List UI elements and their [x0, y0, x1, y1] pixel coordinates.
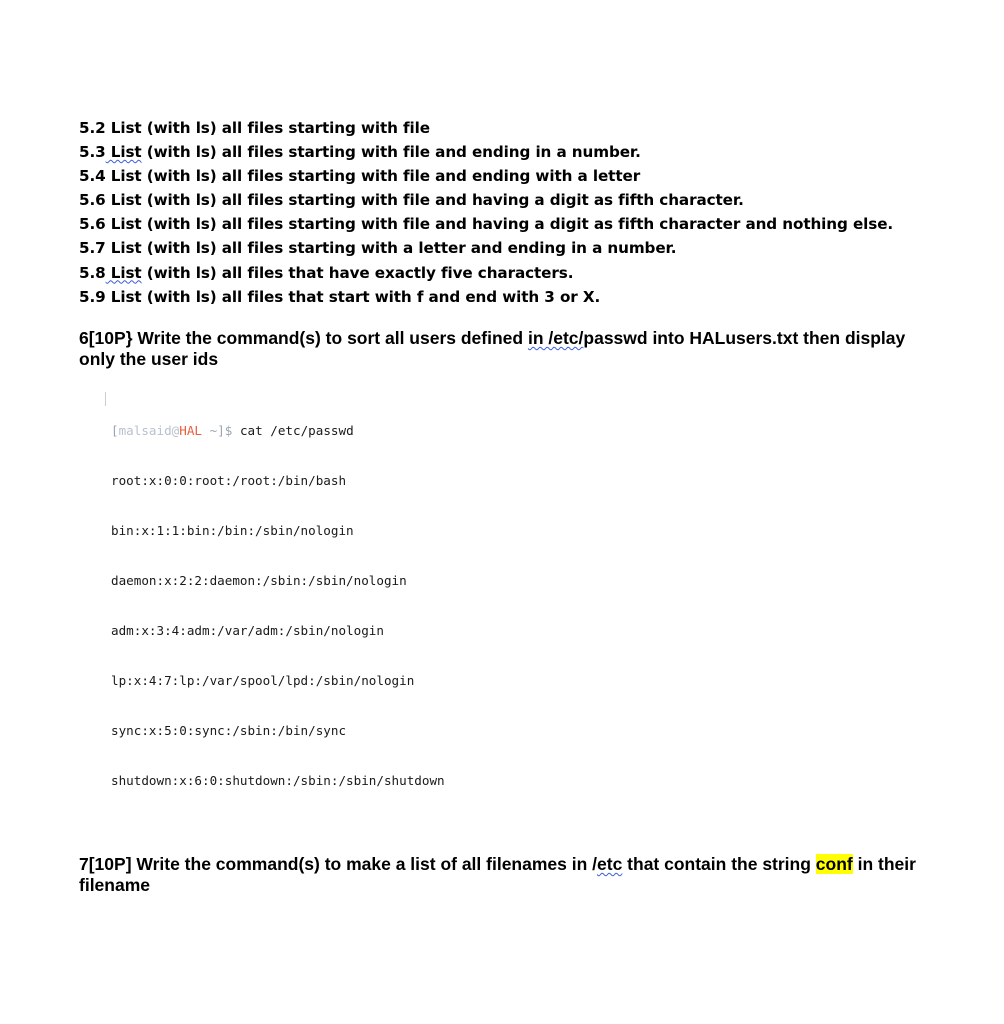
spellcheck-squiggle: List [105, 263, 142, 282]
prompt-user: malsaid [118, 423, 172, 439]
terminal-gutter-mark [105, 392, 110, 406]
highlighted-term: conf [815, 854, 853, 874]
list-item: 5.6 List (with ls) all files starting with file and having a digit as fifth character. [79, 191, 744, 210]
spellcheck-squiggle: List [105, 143, 142, 162]
spellcheck-squiggle: etc [597, 854, 623, 874]
list-item: 5.9 List (with ls) all files that start with f and end with 3 or X. [79, 287, 601, 306]
list-item: 5.7 List (with ls) all files starting with a letter and ending in a number. [79, 239, 677, 258]
terminal-prompt-line: [malsaid@HAL ~]$ cat /etc/passwd [111, 423, 354, 439]
terminal-output-line: bin:x:1:1:bin:/bin:/sbin/nologin [111, 523, 354, 539]
list-item: 5.3 List (with ls) all files starting with file and ending in a number. [79, 143, 641, 162]
section-5-list [79, 116, 893, 309]
terminal-output-line: shutdown:x:6:0:shutdown:/sbin:/sbin/shutdown [111, 773, 445, 788]
spellcheck-squiggle: in /etc/ [527, 328, 584, 348]
list-item: 5.6 List (with ls) all files starting with file and having a digit as fifth character and nothing else. [79, 215, 894, 234]
question-6-heading: 6[10P} Write the command(s) to sort all users defined in /etc/passwd into HALusers.txt then display only the user ids [79, 328, 906, 369]
terminal-output-line: adm:x:3:4:adm:/var/adm:/sbin/nologin [111, 623, 384, 639]
prompt-host: HAL [179, 423, 203, 439]
terminal-command: cat /etc/passwd [232, 423, 354, 439]
terminal-output-line: daemon:x:2:2:daemon:/sbin:/sbin/nologin [111, 573, 407, 589]
list-item: 5.4 List (with ls) all files starting with file and ending with a letter [79, 167, 641, 186]
terminal-output-line: sync:x:5:0:sync:/sbin:/bin/sync [111, 723, 347, 739]
list-item: 5.2 List (with ls) all files starting with file [79, 119, 430, 137]
question-7-heading: 7[10P] Write the command(s) to make a list of all filenames in /etc that contain the string conf in their filename [79, 854, 916, 895]
terminal-output-line: root:x:0:0:root:/root:/bin/bash [111, 473, 347, 489]
terminal-screenshot [111, 390, 611, 788]
list-item: 5.8 List (with ls) all files that have exactly five characters. [79, 263, 574, 282]
terminal-output-line: lp:x:4:7:lp:/var/spool/lpd:/sbin/nologin [111, 673, 415, 689]
